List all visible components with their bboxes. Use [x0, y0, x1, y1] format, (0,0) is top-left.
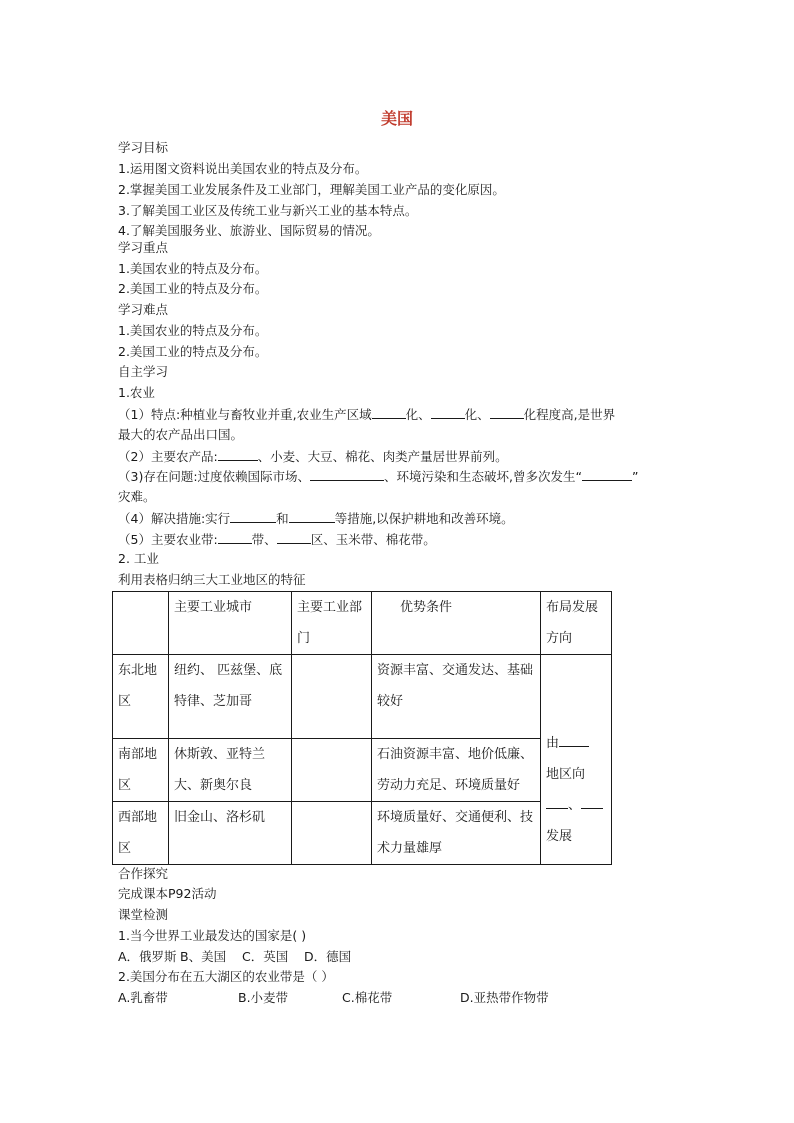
- region-cell: 西部地区: [113, 802, 169, 865]
- agri-item-4: （4）解决措施:实行 和 等措施,以保护耕地和改善环境。: [118, 511, 514, 526]
- answer-blank[interactable]: [581, 796, 603, 809]
- answer-blank[interactable]: [230, 510, 276, 523]
- difficult-heading: 学习难点: [118, 302, 169, 317]
- sectors-cell[interactable]: [292, 739, 372, 802]
- agri-item-3: （3)存在问题:过度依赖国际市场、 、环境污染和生态破坏,曾多次发生“ ”: [118, 469, 639, 484]
- answer-blank[interactable]: [372, 406, 406, 419]
- advantages-cell: 资源丰富、交通发达、基础较好: [372, 655, 541, 739]
- sectors-cell[interactable]: [292, 655, 372, 739]
- agri-item-1: （1）特点:种植业与畜牧业并重,农业生产区域 化、 化、 化程度高,是世界: [118, 407, 616, 422]
- answer-blank[interactable]: [582, 468, 632, 481]
- option[interactable]: C．英国: [242, 949, 289, 964]
- direction-cell: 由 地区向 、 发展: [541, 655, 612, 865]
- answer-blank[interactable]: [277, 531, 311, 544]
- cities-cell: 休斯敦、亚特兰大、新奥尔良: [169, 739, 292, 802]
- cities-cell: 旧金山、洛杉矶: [169, 802, 292, 865]
- option[interactable]: B、美国: [180, 949, 227, 964]
- answer-blank[interactable]: [431, 406, 465, 419]
- goal-item: 1.运用图文资料说出美国农业的特点及分布。: [118, 161, 368, 176]
- option[interactable]: D．德国: [304, 949, 352, 964]
- table-row: [113, 739, 612, 802]
- coop-text: 完成课本P92活动: [118, 886, 217, 901]
- agri-item-2: （2）主要农产品: 、小麦、大豆、棉花、肉类产量居世界前列。: [118, 449, 508, 464]
- table-header-cell: [113, 592, 169, 655]
- table-row: [113, 655, 612, 739]
- table-header-cell: 主要工业部门: [292, 592, 372, 655]
- test-heading: 课堂检测: [118, 907, 169, 922]
- answer-blank[interactable]: [310, 468, 384, 481]
- question-1-options: [118, 949, 366, 965]
- answer-blank[interactable]: [218, 531, 252, 544]
- key-item: 2.美国工业的特点及分布。: [118, 281, 268, 296]
- table-row: [113, 802, 612, 865]
- advantages-cell: 石油资源丰富、地价低廉、劳动力充足、环境质量好: [372, 739, 541, 802]
- agri-item-1-cont: 最大的农产品出口国。: [118, 427, 244, 442]
- option[interactable]: B.小麦带: [238, 990, 289, 1005]
- table-header-cell: 布局发展方向: [541, 592, 612, 655]
- self-study-heading: 自主学习: [118, 364, 169, 379]
- answer-blank[interactable]: [546, 796, 568, 809]
- difficult-item: 1.美国农业的特点及分布。: [118, 323, 268, 338]
- answer-blank[interactable]: [559, 734, 589, 747]
- agri-item-5: （5）主要农业带: 带、 区、玉米带、棉花带。: [118, 532, 436, 547]
- answer-blank[interactable]: [490, 406, 524, 419]
- agriculture-heading: 1.农业: [118, 385, 155, 400]
- answer-blank[interactable]: [218, 448, 258, 461]
- goal-item: 3.了解美国工业区及传统工业与新兴工业的基本特点。: [118, 203, 418, 218]
- question-1: 1.当今世界工业最发达的国家是( ): [118, 928, 307, 943]
- option[interactable]: D.亚热带作物带: [460, 990, 549, 1005]
- region-cell: 东北地区: [113, 655, 169, 739]
- page-title: 美国: [380, 109, 413, 128]
- goals-heading: 学习目标: [118, 140, 169, 155]
- question-2-options: [118, 990, 570, 1006]
- agri-item-3-cont: 灾难。: [118, 489, 156, 504]
- region-cell: 南部地区: [113, 739, 169, 802]
- cities-cell: 纽约、 匹兹堡、底特律、芝加哥: [169, 655, 292, 739]
- answer-blank[interactable]: [289, 510, 335, 523]
- goal-item: 4.了解美国服务业、旅游业、国际贸易的情况。: [118, 223, 380, 238]
- key-heading: 学习重点: [118, 240, 169, 255]
- difficult-item: 2.美国工业的特点及分布。: [118, 344, 268, 359]
- option[interactable]: A.乳畜带: [118, 990, 168, 1005]
- table-header-cell: 主要工业城市: [169, 592, 292, 655]
- option[interactable]: A．俄罗斯: [118, 949, 177, 964]
- advantages-cell: 环境质量好、交通便利、技术力量雄厚: [372, 802, 541, 865]
- table-header-cell: 优势条件: [372, 592, 541, 655]
- industry-table: [112, 591, 612, 865]
- coop-heading: 合作探究: [118, 866, 169, 881]
- table-intro: 利用表格归纳三大工业地区的特征: [118, 572, 306, 587]
- key-item: 1.美国农业的特点及分布。: [118, 261, 268, 276]
- industry-heading: 2. 工业: [118, 551, 159, 566]
- question-2: 2.美国分布在五大湖区的农业带是（ ）: [118, 969, 334, 984]
- goal-item: 2.掌握美国工业发展条件及工业部门，理解美国工业产品的变化原因。: [118, 182, 505, 197]
- option[interactable]: C.棉花带: [342, 990, 393, 1005]
- table-header-row: [113, 592, 612, 655]
- sectors-cell[interactable]: [292, 802, 372, 865]
